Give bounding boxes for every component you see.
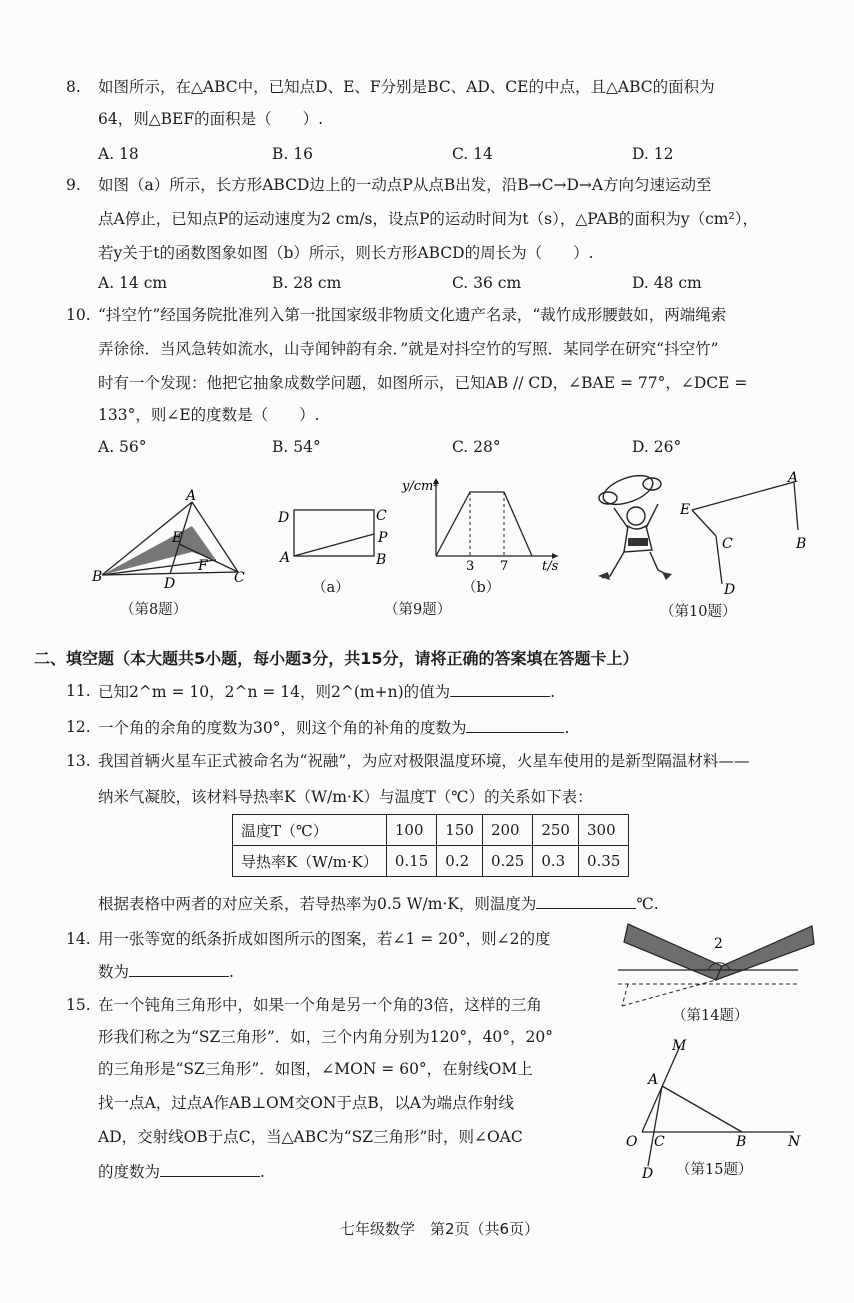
figure-8-caption: （第8题） (120, 602, 188, 618)
figure-14-folded-paper-strip (618, 918, 818, 1010)
svg-text:C: C (376, 508, 387, 524)
q9-option-c: C. 36 cm (452, 274, 522, 292)
q13-answer-blank[interactable] (536, 892, 636, 909)
svg-text:E: E (680, 502, 691, 518)
q10-text-line3: 时有一个发现：他把它抽象成数学问题，如图所示，已知AB // CD，∠BAE = 77°，∠DCE = (98, 374, 748, 392)
q8-option-d: D. 12 (632, 145, 674, 163)
q11-text: 已知2^m = 10，2^n = 14，则2^(m+n)的值为 (98, 683, 451, 701)
svg-text:A: A (648, 1072, 659, 1088)
svg-text:D: D (278, 510, 290, 526)
q10-option-b: B. 54° (272, 438, 321, 456)
q9-text-line2: 点A停止，已知点P的运动速度为2 cm/s，设点P的运动时间为t（s），△PAB的面积为y（cm²）， (98, 210, 758, 228)
q11-end: . (550, 683, 556, 701)
figure-10-caption: （第10题） (660, 604, 737, 620)
q14-end: . (229, 963, 234, 981)
table-cell: 0.2 (437, 846, 483, 877)
figure-9b-x-unit: t/s (542, 559, 559, 574)
q13-text-line2: 纳米气凝胶，该材料导热率K（W/m·K）与温度T（℃）的关系如下表： (98, 788, 593, 806)
q10-text-line4: 133°，则∠E的度数是（ ）. (98, 406, 320, 424)
q10-option-c: C. 28° (452, 438, 501, 456)
svg-text:D: D (724, 582, 736, 598)
svg-text:M: M (672, 1038, 687, 1054)
q10-text-line2: 弄徐徐．当风急转如流水，山寺闻钟韵有余．”就是对抖空竹的写照．某同学在研究“抖空竹” (98, 340, 719, 358)
q11-question (98, 680, 555, 703)
svg-text:A: A (186, 488, 197, 504)
q10-text-line1: “抖空竹”经国务院批准列入第一批国家级非物质文化遗产名录，“裁竹成形腰鼓如，两端绳索 (98, 306, 727, 324)
figure-14-angle-2-label: 2 (714, 936, 723, 952)
figure-10-diabolo-player-illustration (594, 468, 684, 592)
svg-text:E: E (172, 530, 183, 546)
q12-number: 12. (66, 718, 91, 736)
q8-text-line2: 64，则△BEF的面积是（ ）. (98, 110, 324, 128)
q9-text-line3: 若y关于t的函数图象如图（b）所示，则长方形ABCD的周长为（ ）. (98, 244, 594, 262)
table-cell: 300 (578, 815, 628, 846)
q10-number: 10. (66, 306, 91, 324)
svg-text:F: F (198, 558, 208, 574)
table-cell: 0.35 (578, 846, 628, 877)
figure-10-geometry-diagram (672, 468, 822, 598)
q8-option-b: B. 16 (272, 145, 313, 163)
q9-option-d: D. 48 cm (632, 274, 702, 292)
q13-text-line3: 根据表格中两者的对应关系，若导热率为0.5 W/m·K，则温度为 (98, 895, 537, 913)
q9-option-a: A. 14 cm (98, 274, 168, 292)
figure-9a-label: （a） (312, 580, 350, 596)
svg-text:O: O (626, 1134, 638, 1150)
figure-14-caption: （第14题） (672, 1008, 749, 1024)
table-cell: 200 (482, 815, 532, 846)
q13-unit: ℃. (636, 895, 659, 913)
q11-number: 11. (66, 682, 91, 700)
table-row (233, 815, 629, 846)
svg-text:C: C (654, 1134, 665, 1150)
figure-15-caption: （第15题） (676, 1162, 753, 1178)
q10-option-a: A. 56° (98, 438, 147, 456)
q15-text-line6: 的度数为 (98, 1163, 161, 1181)
svg-text:C: C (234, 570, 245, 586)
q15-number: 15. (66, 996, 91, 1014)
table-cell: 250 (533, 815, 579, 846)
q14-text-line1: 用一张等宽的纸条折成如图所示的图案，若∠1 = 20°，则∠2的度 (98, 930, 551, 948)
q8-text-line1: 如图所示，在△ABC中，已知点D、E、F分别是BC、AD、CE的中点，且△ABC的面积为 (98, 78, 715, 96)
q9-option-b: B. 28 cm (272, 274, 342, 292)
svg-text:B: B (376, 552, 387, 568)
table-cell: 150 (437, 815, 483, 846)
figure-8-triangle-diagram (90, 488, 250, 588)
svg-text:B: B (92, 569, 103, 585)
q15-text-line2: 形我们称之为“SZ三角形”．如，三个内角分别为120°，40°，20° (98, 1028, 554, 1046)
q8-number: 8. (66, 78, 81, 96)
q15-question-line6 (98, 1160, 265, 1183)
figure-9b-y-unit: y/cm² (402, 479, 439, 494)
figure-9b-tick-7: 7 (500, 559, 509, 574)
svg-text:P: P (378, 530, 388, 546)
table-cell: 0.15 (386, 846, 436, 877)
svg-text:D: D (642, 1166, 654, 1182)
table-header-cell: 导热率K（W/m·K） (233, 846, 387, 877)
q10-option-d: D. 26° (632, 438, 682, 456)
figure-9b-label: （b） (462, 580, 501, 596)
q15-end: . (260, 1163, 265, 1181)
q13-question-line3 (98, 892, 659, 915)
svg-text:D: D (164, 576, 176, 588)
svg-text:N: N (788, 1134, 801, 1150)
q15-text-line4: 找一点A，过点A作AB⊥OM交ON于点B，以A为端点作射线 (98, 1094, 514, 1112)
q15-text-line3: 的三角形是“SZ三角形”．如图，∠MON = 60°，在射线OM上 (98, 1060, 533, 1078)
figure-9-caption: （第9题） (384, 602, 452, 618)
q9-text-line1: 如图（a）所示，长方形ABCD边上的一动点P从点B出发，沿B→C→D→A方向匀速运动至 (98, 176, 712, 194)
q12-text: 一个角的余角的度数为30°，则这个角的补角的度数为 (98, 719, 467, 737)
q11-answer-blank[interactable] (450, 680, 550, 697)
q15-answer-blank[interactable] (160, 1160, 260, 1177)
q13-number: 13. (66, 752, 91, 770)
q15-text-line5: AD，交射线OB于点C，当△ABC为“SZ三角形”时，则∠OAC (98, 1128, 523, 1146)
table-row (233, 846, 629, 877)
page-footer: 七年级数学 第2页（共6页） (340, 1220, 540, 1238)
table-cell: 0.25 (482, 846, 532, 877)
q15-text-line1: 在一个钝角三角形中，如果一个角是另一个角的3倍，这样的三角 (98, 996, 542, 1014)
figure-9a-rectangle-diagram (274, 500, 394, 570)
svg-text:B: B (796, 536, 807, 552)
svg-text:C: C (722, 536, 733, 552)
q12-question (98, 716, 569, 739)
q12-end: . (564, 719, 570, 737)
section-2-title: 二、填空题（本大题共5小题，每小题3分，共15分，请将正确的答案填在答题卡上） (34, 649, 639, 668)
q9-number: 9. (66, 176, 81, 194)
table-header-cell: 温度T（℃） (233, 815, 387, 846)
q14-number: 14. (66, 930, 91, 948)
q8-option-c: C. 14 (452, 145, 493, 163)
svg-text:A: A (788, 470, 799, 486)
table-cell: 100 (386, 815, 436, 846)
table-cell: 0.3 (533, 846, 579, 877)
q14-answer-blank[interactable] (129, 960, 229, 977)
q13-text-line1: 我国首辆火星车正式被命名为“祝融”，为应对极限温度环境，火星车使用的是新型隔温材料—— (98, 752, 750, 770)
q14-text-line2: 数为 (98, 963, 130, 981)
q8-option-a: A. 18 (98, 145, 139, 163)
q12-answer-blank[interactable] (466, 716, 564, 733)
figure-9b-tick-3: 3 (466, 559, 475, 574)
figure-9b-function-graph (398, 474, 568, 574)
svg-text:A: A (280, 550, 291, 566)
q13-thermal-conductivity-table (232, 814, 629, 877)
svg-text:B: B (736, 1134, 747, 1150)
q14-question-line2 (98, 960, 234, 983)
